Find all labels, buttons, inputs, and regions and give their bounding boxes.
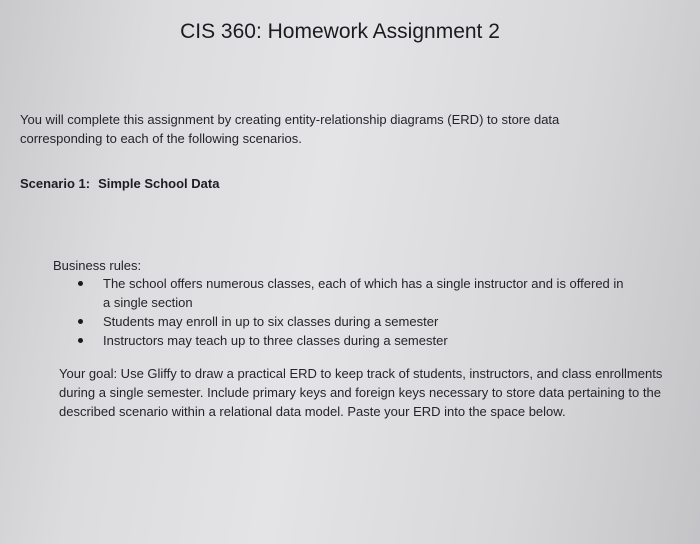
scenario-heading	[20, 176, 219, 191]
bullet-icon	[78, 281, 83, 286]
business-rule-item	[0, 312, 633, 331]
goal-paragraph: Your goal: Use Gliffy to draw a practical ERD to keep track of students, instructors, and class enrollments during a single semester. Include primary keys and foreign keys necessary to store data pertaining to the described scenario within a relational data model. Paste your ERD into the space below.	[59, 366, 663, 419]
bullet-icon	[78, 338, 83, 343]
business-rule-text: Students may enroll in up to six classes during a semester	[103, 314, 439, 329]
business-rule-item	[0, 274, 633, 312]
intro-paragraph: You will complete this assignment by creating entity-relationship diagrams (ERD) to store data corresponding to each of the following scenarios.	[20, 112, 560, 146]
scenario-label: Scenario 1:	[20, 176, 91, 191]
bullet-icon	[78, 319, 83, 324]
business-rule-text: The school offers numerous classes, each of which has a single instructor and is offered in a single section	[103, 276, 624, 310]
scenario-name: Simple School Data	[98, 176, 220, 191]
business-rule-text: Instructors may teach up to three classes during a semester	[103, 333, 448, 348]
business-rules-list	[0, 274, 690, 350]
business-rules-heading: Business rules:	[53, 258, 142, 273]
page-title: CIS 360: Homework Assignment 2	[180, 20, 500, 43]
business-rule-item	[0, 331, 633, 350]
